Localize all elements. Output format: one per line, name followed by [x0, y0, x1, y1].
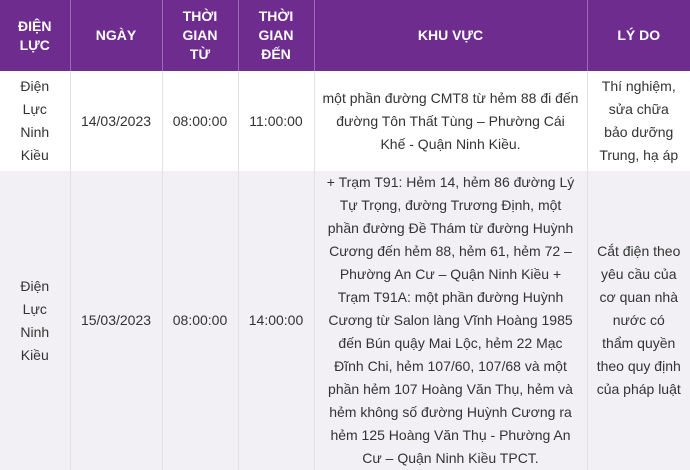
cell-ngay: 14/03/2023: [70, 71, 162, 171]
cell-khu-vuc: một phần đường CMT8 từ hẻm 88 đi đến đường Tôn Thất Tùng – Phường Cái Khế - Quận Ninh Kiều.: [314, 71, 587, 171]
cell-thoi-gian-tu: 08:00:00: [162, 71, 238, 171]
cell-dien-luc: Điện Lực Ninh Kiều: [0, 71, 70, 171]
cell-dien-luc: Điện Lực Ninh Kiều: [0, 171, 70, 470]
header-dien-luc: ĐIỆN LỰC: [0, 0, 70, 71]
header-khu-vuc: KHU VỰC: [314, 0, 587, 71]
cell-khu-vuc: + Trạm T91: Hẻm 14, hẻm 86 đường Lý Tự Trọng, đường Trương Định, một phần đường Đề Thám từ đường Huỳnh Cương đến hẻm 88, hẻm 61, hẻm 72 – Phường An Cư – Quận Ninh Kiều + Trạm T91A: một phần đường Huỳnh Cương từ Salon làng Vĩnh Hoàng 1985 đến Bún quậy Mai Lộc, hẻm 22 Mạc Đĩnh Chi, hẻm 107/60, 107/68 và một phần hẻm 107 Hoàng Văn Thụ, hẻm và hẻm không số đường Huỳnh Cương ra hẻm 125 Hoàng Văn Thụ - Phường An Cư – Quận Ninh Kiều TPCT.: [314, 171, 587, 470]
header-ngay: NGÀY: [70, 0, 162, 71]
cell-ngay: 15/03/2023: [70, 171, 162, 470]
cell-ly-do: Thí nghiệm, sửa chữa bảo dưỡng Trung, hạ áp: [587, 71, 690, 171]
cell-thoi-gian-den: 14:00:00: [238, 171, 314, 470]
table-header-row: [0, 0, 690, 71]
table-row: [0, 71, 690, 171]
table-row: [0, 171, 690, 470]
cell-thoi-gian-den: 11:00:00: [238, 71, 314, 171]
cell-ly-do: Cắt điện theo yêu cầu của cơ quan nhà nước có thẩm quyền theo quy định của pháp luật: [587, 171, 690, 470]
header-ly-do: LÝ DO: [587, 0, 690, 71]
cell-thoi-gian-tu: 08:00:00: [162, 171, 238, 470]
header-thoi-gian-tu: THỜI GIAN TỪ: [162, 0, 238, 71]
header-thoi-gian-den: THỜI GIAN ĐẾN: [238, 0, 314, 71]
